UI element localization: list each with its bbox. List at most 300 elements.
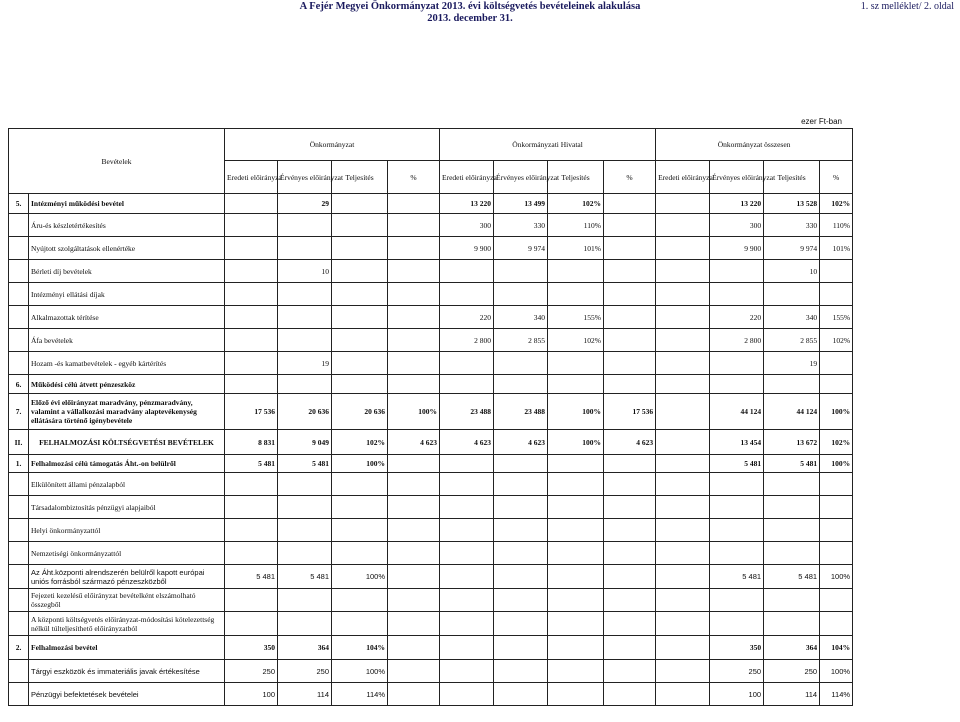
row-label: Intézményi ellátási díjak <box>29 283 225 306</box>
cell-ervenyes: 100 <box>710 683 764 706</box>
cell-ervenyes <box>710 260 764 283</box>
row-label: Bérleti díj bevételek <box>29 260 225 283</box>
cell-teljesites <box>548 683 604 706</box>
cell-eredeti <box>656 612 710 636</box>
cell-pct: 100% <box>820 565 853 589</box>
cell-pct <box>388 194 440 214</box>
cell-eredeti: 2 800 <box>440 329 494 352</box>
cell-pct <box>604 375 656 394</box>
cell-teljesites: 102% <box>548 194 604 214</box>
cell-teljesites <box>332 194 388 214</box>
cell-ervenyes <box>494 375 548 394</box>
cell-ervenyes <box>278 519 332 542</box>
cell-teljesites <box>332 519 388 542</box>
cell-eredeti <box>440 660 494 683</box>
row-number <box>9 519 29 542</box>
row-label: Az Áht.központi alrendszerén belülről kapott európai uniós forrásból származó pénzeszközből <box>29 565 225 589</box>
cell-pct <box>388 237 440 260</box>
cell-eredeti <box>656 194 710 214</box>
cell-eredeti <box>440 455 494 473</box>
cell-ervenyes <box>278 612 332 636</box>
cell-pct <box>388 612 440 636</box>
table-row <box>9 683 853 706</box>
cell-teljesites <box>764 612 820 636</box>
header-group-onkormanyzat: Önkormányzat <box>225 129 440 161</box>
row-number <box>9 496 29 519</box>
cell-pct <box>388 214 440 237</box>
header-teljesites: Teljesítés <box>548 161 604 194</box>
annex-label: 1. sz melléklet/ 2. oldal <box>860 1 954 12</box>
cell-teljesites <box>332 589 388 612</box>
cell-teljesites: 340 <box>764 306 820 329</box>
cell-teljesites <box>332 352 388 375</box>
cell-eredeti <box>225 496 278 519</box>
table-row <box>9 430 853 455</box>
row-number <box>9 260 29 283</box>
row-number: 7. <box>9 394 29 430</box>
cell-ervenyes: 330 <box>494 214 548 237</box>
header-ervenyes: Érvényes előirányzat <box>278 161 332 194</box>
cell-eredeti: 17 536 <box>225 394 278 430</box>
cell-ervenyes <box>494 519 548 542</box>
cell-ervenyes <box>494 455 548 473</box>
cell-teljesites: 250 <box>764 660 820 683</box>
cell-teljesites: 13 528 <box>764 194 820 214</box>
cell-pct <box>604 473 656 496</box>
cell-pct <box>388 636 440 660</box>
cell-eredeti <box>225 542 278 565</box>
cell-ervenyes: 114 <box>278 683 332 706</box>
cell-ervenyes <box>278 283 332 306</box>
cell-teljesites: 114% <box>332 683 388 706</box>
header-group-hivatal: Önkormányzati Hivatal <box>440 129 656 161</box>
cell-ervenyes: 13 220 <box>710 194 764 214</box>
table-row <box>9 237 853 260</box>
cell-teljesites: 44 124 <box>764 394 820 430</box>
row-number: 5. <box>9 194 29 214</box>
cell-eredeti: 300 <box>440 214 494 237</box>
cell-teljesites: 20 636 <box>332 394 388 430</box>
cell-pct <box>604 214 656 237</box>
table-row <box>9 473 853 496</box>
cell-pct <box>388 352 440 375</box>
cell-teljesites <box>332 496 388 519</box>
cell-pct <box>820 612 853 636</box>
cell-eredeti <box>440 375 494 394</box>
row-label: Nyújtott szolgáltatások ellenértéke <box>29 237 225 260</box>
cell-eredeti: 5 481 <box>225 565 278 589</box>
cell-eredeti <box>656 237 710 260</box>
cell-teljesites <box>332 329 388 352</box>
cell-eredeti <box>440 636 494 660</box>
row-label: Áfa bevételek <box>29 329 225 352</box>
cell-ervenyes <box>278 306 332 329</box>
cell-teljesites: 102% <box>548 329 604 352</box>
row-label: Működési célú átvett pénzeszköz <box>29 375 225 394</box>
cell-eredeti <box>656 636 710 660</box>
cell-teljesites <box>764 375 820 394</box>
table-row <box>9 660 853 683</box>
row-number <box>9 660 29 683</box>
cell-teljesites: 110% <box>548 214 604 237</box>
cell-teljesites <box>548 542 604 565</box>
cell-eredeti <box>656 455 710 473</box>
cell-teljesites <box>548 473 604 496</box>
cell-teljesites <box>548 455 604 473</box>
cell-teljesites: 13 672 <box>764 430 820 455</box>
cell-eredeti <box>225 329 278 352</box>
table-row <box>9 352 853 375</box>
cell-pct <box>604 260 656 283</box>
cell-pct: 110% <box>820 214 853 237</box>
cell-pct <box>388 260 440 283</box>
cell-eredeti <box>656 519 710 542</box>
row-number <box>9 283 29 306</box>
row-label: Helyi önkormányzattól <box>29 519 225 542</box>
cell-ervenyes <box>494 283 548 306</box>
cell-ervenyes: 220 <box>710 306 764 329</box>
cell-teljesites: 9 974 <box>764 237 820 260</box>
cell-ervenyes <box>710 352 764 375</box>
cell-teljesites <box>548 612 604 636</box>
table-row <box>9 612 853 636</box>
cell-eredeti <box>656 260 710 283</box>
cell-eredeti <box>225 214 278 237</box>
cell-ervenyes: 5 481 <box>278 455 332 473</box>
cell-pct <box>820 542 853 565</box>
header-pct: % <box>820 161 853 194</box>
row-label: Társadalombiztosítás pénzügyi alapjaiból <box>29 496 225 519</box>
cell-pct <box>604 636 656 660</box>
cell-eredeti: 350 <box>225 636 278 660</box>
row-label: Felhalmozási bevétel <box>29 636 225 660</box>
cell-pct <box>604 237 656 260</box>
cell-ervenyes <box>494 589 548 612</box>
cell-pct <box>388 565 440 589</box>
table-row <box>9 636 853 660</box>
cell-ervenyes: 23 488 <box>494 394 548 430</box>
cell-teljesites <box>332 306 388 329</box>
cell-ervenyes: 2 800 <box>710 329 764 352</box>
cell-eredeti <box>656 352 710 375</box>
cell-teljesites <box>548 283 604 306</box>
row-number: 2. <box>9 636 29 660</box>
cell-eredeti <box>440 683 494 706</box>
cell-pct <box>820 260 853 283</box>
cell-pct: 155% <box>820 306 853 329</box>
cell-eredeti <box>440 542 494 565</box>
table-row <box>9 589 853 612</box>
cell-eredeti <box>656 329 710 352</box>
cell-eredeti <box>656 542 710 565</box>
cell-eredeti: 100 <box>225 683 278 706</box>
row-number <box>9 237 29 260</box>
cell-teljesites: 104% <box>332 636 388 660</box>
cell-teljesites <box>764 589 820 612</box>
cell-ervenyes: 9 900 <box>710 237 764 260</box>
cell-pct <box>604 612 656 636</box>
cell-ervenyes: 250 <box>278 660 332 683</box>
cell-eredeti: 8 831 <box>225 430 278 455</box>
cell-pct <box>604 565 656 589</box>
table-row <box>9 306 853 329</box>
cell-eredeti <box>656 496 710 519</box>
table-row <box>9 496 853 519</box>
cell-teljesites: 100% <box>332 455 388 473</box>
cell-ervenyes <box>278 375 332 394</box>
header-bevetelek: Bevételek <box>9 129 225 194</box>
table-row <box>9 565 853 589</box>
cell-teljesites <box>332 214 388 237</box>
row-label: Alkalmazottak térítése <box>29 306 225 329</box>
cell-ervenyes: 364 <box>278 636 332 660</box>
cell-ervenyes: 5 481 <box>710 565 764 589</box>
cell-eredeti <box>225 283 278 306</box>
cell-ervenyes <box>710 612 764 636</box>
cell-ervenyes: 13 454 <box>710 430 764 455</box>
cell-teljesites: 330 <box>764 214 820 237</box>
cell-eredeti: 250 <box>225 660 278 683</box>
cell-ervenyes: 340 <box>494 306 548 329</box>
cell-ervenyes: 44 124 <box>710 394 764 430</box>
row-label: Nemzetiségi önkormányzattól <box>29 542 225 565</box>
cell-eredeti <box>656 473 710 496</box>
cell-pct <box>820 496 853 519</box>
cell-eredeti <box>440 589 494 612</box>
cell-teljesites <box>548 636 604 660</box>
cell-eredeti: 5 481 <box>225 455 278 473</box>
cell-eredeti <box>225 473 278 496</box>
cell-teljesites <box>332 237 388 260</box>
cell-teljesites <box>764 519 820 542</box>
cell-ervenyes <box>494 636 548 660</box>
cell-eredeti <box>225 194 278 214</box>
table-row <box>9 375 853 394</box>
cell-teljesites: 10 <box>764 260 820 283</box>
cell-pct <box>388 542 440 565</box>
row-number <box>9 214 29 237</box>
cell-teljesites <box>548 519 604 542</box>
cell-ervenyes: 250 <box>710 660 764 683</box>
cell-eredeti <box>440 283 494 306</box>
cell-pct <box>388 329 440 352</box>
cell-pct: 114% <box>820 683 853 706</box>
cell-teljesites: 100% <box>548 430 604 455</box>
revenue-table <box>8 128 853 706</box>
cell-eredeti: 9 900 <box>440 237 494 260</box>
cell-ervenyes: 5 481 <box>278 565 332 589</box>
cell-pct <box>388 683 440 706</box>
cell-ervenyes: 10 <box>278 260 332 283</box>
cell-teljesites <box>548 260 604 283</box>
report-title <box>190 1 750 25</box>
cell-teljesites <box>548 352 604 375</box>
cell-pct <box>820 519 853 542</box>
cell-teljesites <box>332 473 388 496</box>
cell-pct <box>604 194 656 214</box>
cell-teljesites: 5 481 <box>764 565 820 589</box>
cell-pct <box>388 496 440 519</box>
cell-pct <box>604 660 656 683</box>
cell-ervenyes <box>494 612 548 636</box>
cell-pct <box>820 589 853 612</box>
cell-ervenyes <box>494 496 548 519</box>
row-label: Áru-és készletértékesítés <box>29 214 225 237</box>
row-label: Hozam -és kamatbevételek - egyéb kártérítés <box>29 352 225 375</box>
cell-pct <box>604 542 656 565</box>
cell-pct <box>820 375 853 394</box>
cell-eredeti <box>440 519 494 542</box>
cell-pct: 100% <box>820 394 853 430</box>
cell-ervenyes <box>494 542 548 565</box>
cell-pct: 17 536 <box>604 394 656 430</box>
cell-teljesites: 19 <box>764 352 820 375</box>
cell-eredeti <box>225 375 278 394</box>
cell-pct <box>604 329 656 352</box>
cell-pct <box>388 455 440 473</box>
cell-teljesites <box>548 496 604 519</box>
unit-label: ezer Ft-ban <box>801 117 842 126</box>
row-number <box>9 306 29 329</box>
cell-ervenyes <box>710 542 764 565</box>
table-row <box>9 214 853 237</box>
cell-pct: 101% <box>820 237 853 260</box>
row-label: Előző évi előirányzat maradvány, pénzmaradvány, valamint a vállalkozási maradvány alaptevékenység ellátására történő igénybevétele <box>29 394 225 430</box>
cell-ervenyes <box>278 214 332 237</box>
cell-eredeti <box>656 214 710 237</box>
row-number: 1. <box>9 455 29 473</box>
cell-eredeti <box>440 260 494 283</box>
cell-pct: 102% <box>820 329 853 352</box>
cell-eredeti <box>656 660 710 683</box>
cell-pct: 100% <box>820 660 853 683</box>
cell-eredeti <box>656 430 710 455</box>
cell-pct <box>604 352 656 375</box>
table-row <box>9 329 853 352</box>
cell-pct: 102% <box>820 430 853 455</box>
cell-teljesites <box>332 260 388 283</box>
cell-ervenyes: 9 049 <box>278 430 332 455</box>
cell-ervenyes: 300 <box>710 214 764 237</box>
cell-teljesites: 155% <box>548 306 604 329</box>
cell-teljesites: 100% <box>548 394 604 430</box>
cell-pct <box>388 660 440 683</box>
cell-pct <box>388 473 440 496</box>
cell-teljesites <box>332 375 388 394</box>
row-label: FELHALMOZÁSI KÖLTSÉGVETÉSI BEVÉTELEK <box>29 430 225 455</box>
header-teljesites: Teljesítés <box>332 161 388 194</box>
cell-pct <box>388 283 440 306</box>
header-teljesites: Teljesítés <box>764 161 820 194</box>
row-number <box>9 542 29 565</box>
cell-ervenyes <box>494 473 548 496</box>
cell-eredeti <box>656 589 710 612</box>
cell-ervenyes <box>494 260 548 283</box>
cell-ervenyes: 29 <box>278 194 332 214</box>
cell-ervenyes <box>278 496 332 519</box>
cell-eredeti: 23 488 <box>440 394 494 430</box>
header-pct: % <box>388 161 440 194</box>
cell-ervenyes <box>494 565 548 589</box>
cell-teljesites <box>332 283 388 306</box>
cell-pct <box>820 352 853 375</box>
table-row <box>9 455 853 473</box>
cell-ervenyes <box>278 542 332 565</box>
cell-ervenyes <box>494 352 548 375</box>
cell-teljesites <box>764 542 820 565</box>
cell-teljesites <box>332 542 388 565</box>
header-eredeti: Eredeti előirányza <box>656 161 710 194</box>
cell-pct: 102% <box>820 194 853 214</box>
cell-ervenyes <box>710 519 764 542</box>
row-number <box>9 352 29 375</box>
cell-ervenyes <box>710 283 764 306</box>
header-group-osszesen: Önkormányzat összesen <box>656 129 853 161</box>
report-title-line1: A Fejér Megyei Önkormányzat 2013. évi költségvetés bevételeinek alakulása <box>299 1 641 12</box>
cell-pct <box>388 375 440 394</box>
cell-eredeti <box>656 565 710 589</box>
cell-ervenyes: 4 623 <box>494 430 548 455</box>
row-label: Pénzügyi befektetések bevételei <box>29 683 225 706</box>
cell-teljesites <box>548 589 604 612</box>
row-label: Felhalmozási célú támogatás Áht.-on belülről <box>29 455 225 473</box>
cell-ervenyes <box>494 683 548 706</box>
row-number: II. <box>9 430 29 455</box>
cell-teljesites: 100% <box>332 565 388 589</box>
cell-teljesites: 100% <box>332 660 388 683</box>
cell-ervenyes <box>710 496 764 519</box>
cell-teljesites: 364 <box>764 636 820 660</box>
table-row <box>9 542 853 565</box>
cell-pct <box>604 589 656 612</box>
row-number <box>9 329 29 352</box>
row-label: A központi költségvetés előirányzat-módosítási kötelezettség nélkül túlteljesíthető előirányzatból <box>29 612 225 636</box>
row-number <box>9 612 29 636</box>
cell-pct <box>820 283 853 306</box>
cell-pct <box>604 455 656 473</box>
row-label: Intézményi működési bevétel <box>29 194 225 214</box>
cell-ervenyes <box>710 589 764 612</box>
header-ervenyes: Érvényes előirányzat <box>710 161 764 194</box>
cell-pct: 4 623 <box>604 430 656 455</box>
cell-pct <box>604 683 656 706</box>
cell-eredeti <box>440 565 494 589</box>
cell-eredeti <box>440 352 494 375</box>
cell-pct <box>604 519 656 542</box>
cell-pct: 100% <box>820 455 853 473</box>
cell-eredeti <box>656 683 710 706</box>
cell-ervenyes <box>494 660 548 683</box>
cell-pct <box>604 283 656 306</box>
cell-teljesites <box>764 283 820 306</box>
cell-eredeti <box>656 306 710 329</box>
cell-eredeti <box>225 306 278 329</box>
cell-teljesites <box>548 565 604 589</box>
cell-pct: 100% <box>388 394 440 430</box>
cell-teljesites <box>764 473 820 496</box>
cell-eredeti <box>656 283 710 306</box>
cell-eredeti <box>225 589 278 612</box>
report-title-line2: 2013. december 31. <box>427 13 513 24</box>
cell-pct: 104% <box>820 636 853 660</box>
cell-teljesites: 101% <box>548 237 604 260</box>
header-eredeti: Eredeti előirányza <box>225 161 278 194</box>
cell-ervenyes <box>278 329 332 352</box>
cell-teljesites <box>548 660 604 683</box>
cell-eredeti: 13 220 <box>440 194 494 214</box>
cell-ervenyes <box>278 473 332 496</box>
header-pct: % <box>604 161 656 194</box>
